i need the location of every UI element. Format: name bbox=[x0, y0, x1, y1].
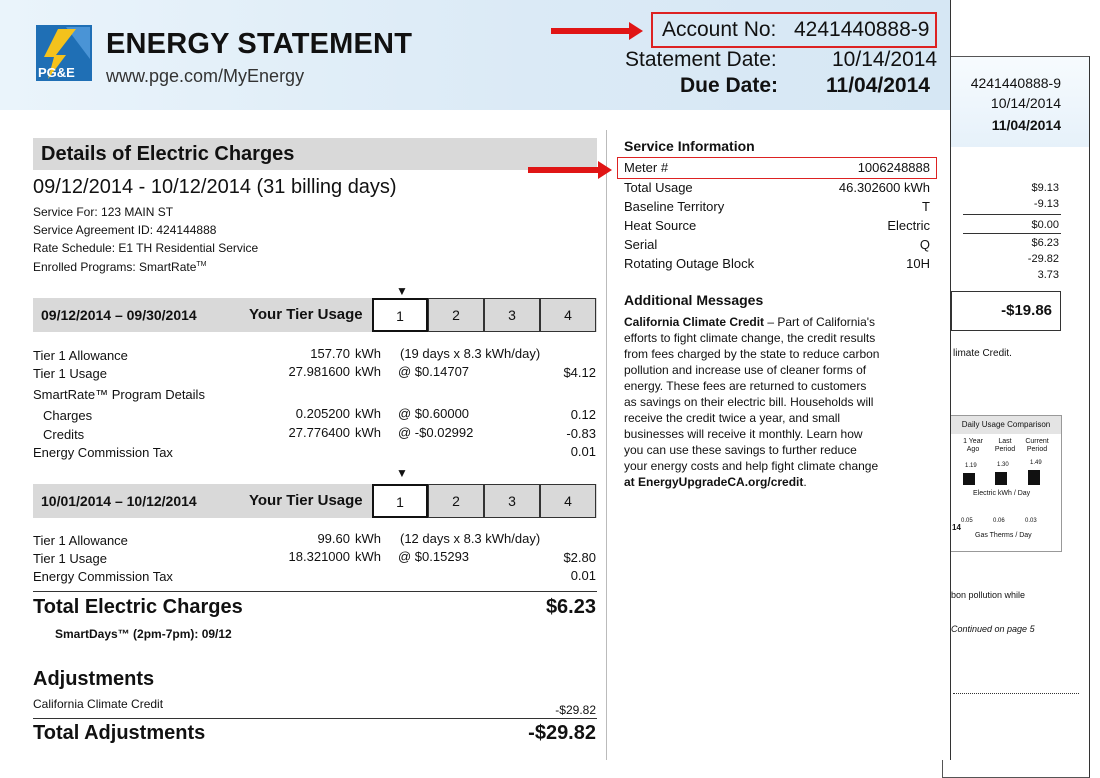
message-line-10: your energy costs and help fight climate change bbox=[624, 459, 879, 473]
gas-value-2: 0.06 bbox=[993, 518, 1005, 524]
back-rule bbox=[963, 214, 1061, 215]
chart-bar-3 bbox=[1028, 470, 1040, 485]
p1-allowance-unit: kWh bbox=[355, 346, 381, 361]
back-amount-2: -9.13 bbox=[1033, 198, 1059, 210]
p1-credits-detail: @ -$0.02992 bbox=[398, 425, 474, 440]
tier-marker-icon: ▼ bbox=[396, 466, 408, 480]
back-rule bbox=[963, 233, 1061, 234]
enrolled-programs bbox=[33, 260, 207, 274]
period-2-tier-4: 4 bbox=[540, 484, 596, 518]
p1-allowance-label: Tier 1 Allowance bbox=[33, 348, 128, 363]
statement-date-label: Statement Date: bbox=[625, 48, 777, 71]
period-1-tier-3: 3 bbox=[484, 298, 540, 332]
total-usage-label: Total Usage bbox=[624, 180, 693, 195]
chart-elec-label: Electric kWh / Day bbox=[973, 490, 1031, 497]
message-line-11-text: . bbox=[803, 475, 807, 489]
period-2-tier-1: 1 bbox=[372, 484, 428, 518]
period-2-tier-3: 3 bbox=[484, 484, 540, 518]
chart-col-3: Current Period bbox=[1025, 438, 1049, 453]
message-line-8: businesses will receive it monthly. Learn how bbox=[624, 427, 863, 441]
adjustments-rule bbox=[33, 718, 597, 719]
period-1-dates: 09/12/2014 – 09/30/2014 bbox=[41, 307, 197, 323]
gas-label: Gas Therms / Day bbox=[975, 532, 1032, 539]
account-label: Account No: bbox=[662, 18, 777, 41]
total-adjustments-value: -$29.82 bbox=[528, 722, 596, 744]
statement-url[interactable]: www.pge.com/MyEnergy bbox=[106, 66, 305, 86]
logo-text: PG&E bbox=[38, 65, 75, 80]
total-usage-value: 46.302600 kWh bbox=[838, 180, 930, 195]
p2-tax-amount: 0.01 bbox=[570, 568, 596, 583]
p2-usage-amount: $2.80 bbox=[563, 550, 596, 565]
climate-credit-value: -$29.82 bbox=[555, 703, 596, 717]
message-line-5: energy. These fees are returned to customers bbox=[624, 379, 867, 393]
chart-title: Daily Usage Comparison bbox=[951, 416, 1061, 434]
message-line-1 bbox=[624, 315, 875, 329]
outage-block-label: Rotating Outage Block bbox=[624, 256, 755, 271]
total-adjustments-label: Total Adjustments bbox=[33, 722, 206, 744]
back-amount-6: 3.73 bbox=[1037, 269, 1059, 281]
period-bar-2 bbox=[33, 484, 597, 518]
p1-tax-amount: 0.01 bbox=[570, 444, 596, 459]
back-total-box bbox=[951, 291, 1061, 331]
message-line-2: efforts to fight climate change, the credit results bbox=[624, 331, 876, 345]
message-line-1-bold: California Climate Credit bbox=[624, 315, 765, 329]
heat-source-label: Heat Source bbox=[624, 218, 697, 233]
due-date-label: Due Date: bbox=[680, 74, 779, 97]
messages-title: Additional Messages bbox=[624, 292, 764, 308]
back-amount-1: $9.13 bbox=[1031, 182, 1059, 194]
billing-period: 09/12/2014 - 10/12/2014 (31 billing days) bbox=[33, 176, 397, 198]
daily-usage-comparison-chart bbox=[950, 415, 1062, 552]
back-total: -$19.86 bbox=[1001, 302, 1052, 319]
p2-tax-label: Energy Commission Tax bbox=[33, 569, 173, 584]
chart-col-1: 1 Year Ago bbox=[963, 438, 983, 453]
p2-usage-unit: kWh bbox=[355, 549, 381, 564]
p1-usage-unit: kWh bbox=[355, 364, 381, 379]
outage-block-value: 10H bbox=[906, 256, 930, 271]
message-line-11 bbox=[624, 475, 807, 489]
p1-smartrate-label: SmartRate™ Program Details bbox=[33, 387, 205, 402]
back-continued-text: Continued on page 5 bbox=[951, 624, 1035, 634]
back-side-14: 14 bbox=[952, 523, 961, 532]
p1-charges-unit: kWh bbox=[355, 406, 381, 421]
total-electric-label: Total Electric Charges bbox=[33, 596, 243, 618]
smartdays-line: SmartDays™ (2pm-7pm): 09/12 bbox=[55, 627, 232, 641]
p1-usage-amount: $4.12 bbox=[563, 365, 596, 380]
p2-allowance-detail: (12 days x 8.3 kWh/day) bbox=[400, 531, 541, 546]
trademark-mark: TM bbox=[196, 261, 207, 268]
message-line-9: you can use these savings to further reduce bbox=[624, 443, 857, 457]
details-section-title: Details of Electric Charges bbox=[41, 143, 295, 165]
back-dotted-rule bbox=[953, 693, 1079, 694]
back-statement-date: 10/14/2014 bbox=[990, 95, 1061, 111]
p1-charges-amount: 0.12 bbox=[570, 407, 596, 422]
period-2-dates: 10/01/2014 – 10/12/2014 bbox=[41, 493, 197, 509]
adjustments-title: Adjustments bbox=[33, 668, 155, 690]
p1-credits-qty: 27.776400 bbox=[288, 425, 350, 440]
p1-tax-label: Energy Commission Tax bbox=[33, 445, 173, 460]
message-line-6: as savings on their electric bill. Households will bbox=[624, 395, 874, 409]
gas-value-3: 0.03 bbox=[1025, 518, 1037, 524]
climate-credit-label: California Climate Credit bbox=[33, 697, 164, 711]
service-info-title: Service Information bbox=[624, 138, 755, 154]
message-line-3: from fees charged by the state to reduce carbon bbox=[624, 347, 880, 361]
period-1-tier-1: 1 bbox=[372, 298, 428, 332]
rate-schedule: Rate Schedule: E1 TH Residential Service bbox=[33, 241, 259, 255]
meter-value: 1006248888 bbox=[857, 160, 930, 175]
baseline-territory-label: Baseline Territory bbox=[624, 199, 725, 214]
chart-value-2: 1.30 bbox=[997, 462, 1009, 468]
p1-allowance-detail: (19 days x 8.3 kWh/day) bbox=[400, 346, 541, 361]
period-1-tier-4: 4 bbox=[540, 298, 596, 332]
p2-allowance-qty: 99.60 bbox=[317, 531, 350, 546]
chart-bar-2 bbox=[995, 472, 1007, 485]
message-line-4: pollution and increase use of cleaner forms of bbox=[624, 363, 867, 377]
p2-allowance-label: Tier 1 Allowance bbox=[33, 533, 128, 548]
p1-usage-detail: @ $0.14707 bbox=[398, 364, 470, 379]
period-2-tier-2: 2 bbox=[428, 484, 484, 518]
pge-logo bbox=[36, 25, 92, 81]
totals-rule bbox=[33, 591, 597, 592]
chart-value-3: 1.49 bbox=[1030, 460, 1042, 466]
statement-title: ENERGY STATEMENT bbox=[106, 28, 413, 60]
p1-charges-label: Charges bbox=[43, 408, 93, 423]
p1-usage-qty: 27.981600 bbox=[288, 364, 350, 379]
account-arrow-icon bbox=[551, 28, 631, 34]
back-amount-3: $0.00 bbox=[1031, 219, 1059, 231]
back-amount-4: $6.23 bbox=[1031, 237, 1059, 249]
column-divider bbox=[606, 130, 607, 760]
p2-usage-qty: 18.321000 bbox=[288, 549, 350, 564]
p2-usage-label: Tier 1 Usage bbox=[33, 551, 107, 566]
chart-bar-1 bbox=[963, 473, 975, 485]
account-value: 4241440888-9 bbox=[794, 18, 930, 41]
back-climate-text: limate Credit. bbox=[953, 348, 1012, 359]
p1-charges-qty: 0.205200 bbox=[295, 406, 350, 421]
service-agreement: Service Agreement ID: 424144888 bbox=[33, 223, 217, 237]
back-due-date: 11/04/2014 bbox=[991, 117, 1061, 133]
p1-credits-unit: kWh bbox=[355, 425, 381, 440]
back-amount-5: -29.82 bbox=[1027, 253, 1059, 265]
enrolled-programs-text: Enrolled Programs: SmartRate bbox=[33, 260, 197, 274]
tier-marker-icon: ▼ bbox=[396, 284, 408, 298]
gas-value-1: 0.05 bbox=[961, 518, 973, 524]
baseline-territory-value: T bbox=[922, 199, 930, 214]
due-date-value: 11/04/2014 bbox=[826, 74, 930, 97]
p2-usage-detail: @ $0.15293 bbox=[398, 549, 470, 564]
meter-arrow-icon bbox=[528, 167, 600, 173]
p1-usage-label: Tier 1 Usage bbox=[33, 366, 107, 381]
meter-label: Meter # bbox=[624, 160, 669, 175]
p1-credits-label: Credits bbox=[43, 427, 85, 442]
message-line-1-text: – Part of California's bbox=[764, 315, 876, 329]
message-link[interactable]: at EnergyUpgradeCA.org/credit bbox=[624, 475, 804, 489]
p2-allowance-unit: kWh bbox=[355, 531, 381, 546]
chart-col-2: Last Period bbox=[994, 438, 1016, 453]
period-2-tier-label: Your Tier Usage bbox=[249, 492, 363, 509]
chart-value-1: 1.19 bbox=[965, 463, 977, 469]
back-pollution-text: bon pollution while bbox=[951, 590, 1026, 600]
p1-credits-amount: -0.83 bbox=[566, 426, 596, 441]
period-bar-1 bbox=[33, 298, 597, 332]
message-line-7: receive the credit twice a year, and small bbox=[624, 411, 841, 425]
heat-source-value: Electric bbox=[887, 218, 930, 233]
total-electric-value: $6.23 bbox=[545, 596, 596, 618]
serial-label: Serial bbox=[624, 237, 658, 252]
p1-allowance-qty: 157.70 bbox=[310, 346, 350, 361]
details-section-bar bbox=[33, 138, 597, 170]
statement-date-value: 10/14/2014 bbox=[832, 48, 938, 71]
period-1-tier-label: Your Tier Usage bbox=[249, 306, 363, 323]
back-account: 4241440888-9 bbox=[970, 75, 1061, 91]
service-for: Service For: 123 MAIN ST bbox=[33, 205, 174, 219]
serial-value: Q bbox=[919, 237, 930, 252]
period-1-tier-2: 2 bbox=[428, 298, 484, 332]
p1-charges-detail: @ $0.60000 bbox=[398, 406, 470, 421]
